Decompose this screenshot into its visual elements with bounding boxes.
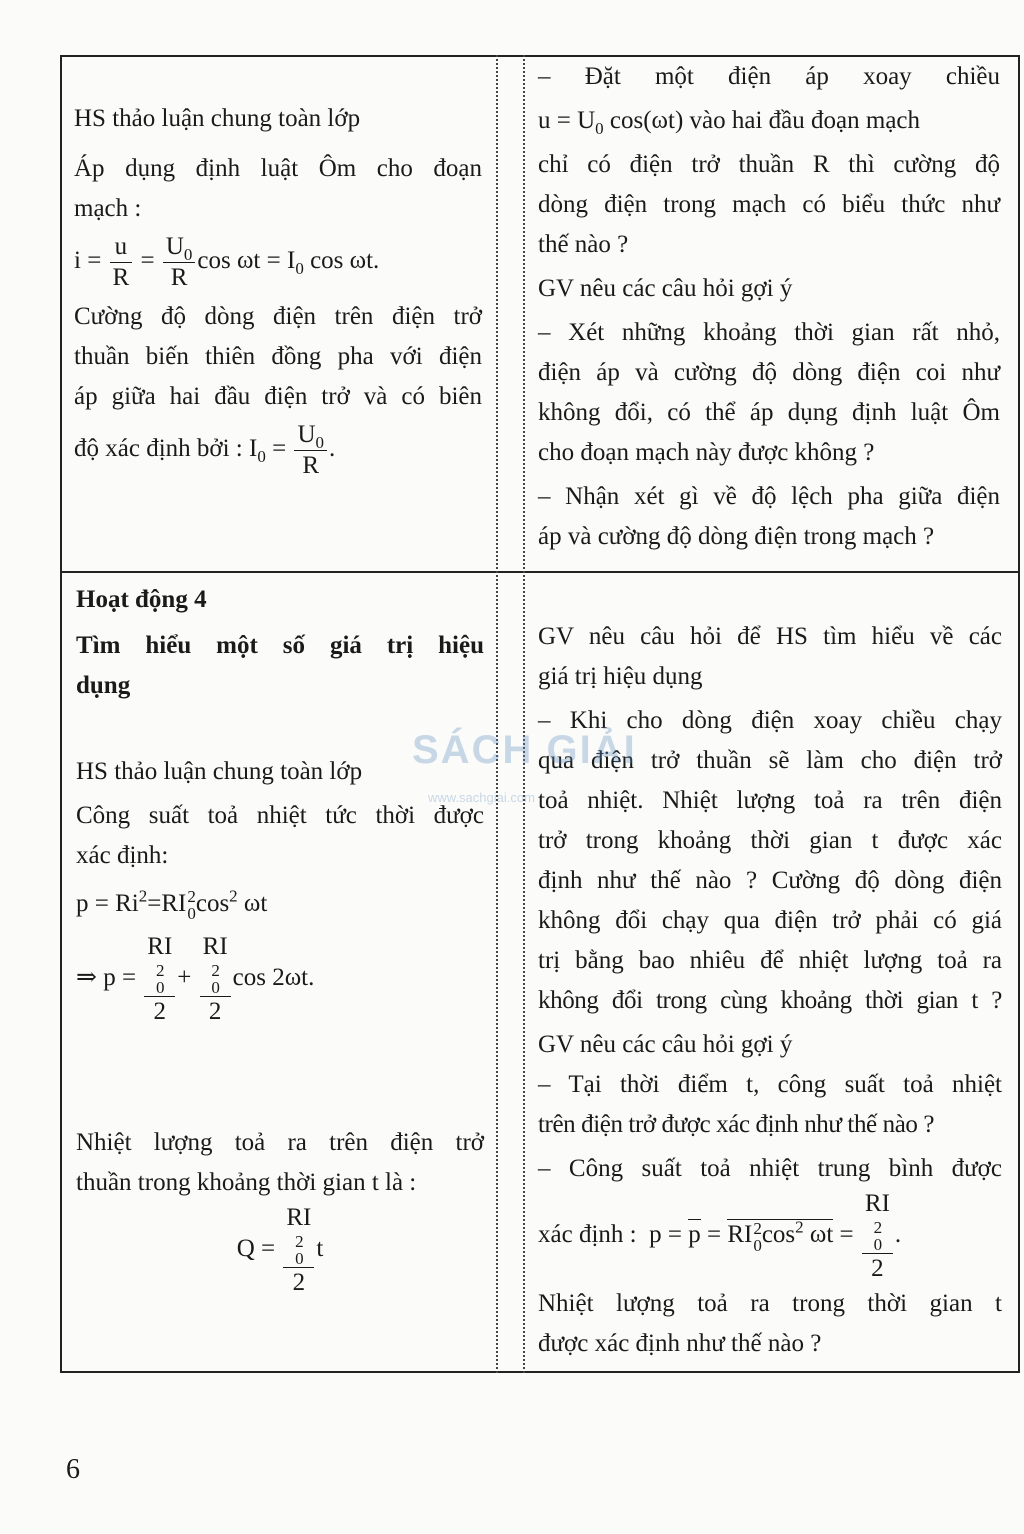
text-line: – Khi cho dòng điện xoay chiều chạy [538,707,1002,734]
text-line: thế nào ? [538,231,629,258]
amplitude-formula: độ xác định bởi : $I_0$ = $\frac{U_0}{R}$ . [74,420,336,479]
text-line: độ xác định bởi : [74,435,243,462]
fraction: $\frac{U_0}{R}$ [163,232,196,293]
activity-title: Tìm hiểu một số giá trị hiệu [76,632,484,659]
heat-formula: Q = RI 2 0 2 t [236,1204,324,1296]
watermark-url: www.sachgiai.com [428,790,535,805]
text-line: – Công suất toả nhiệt trung bình được [538,1155,1002,1182]
text-line: – Xét những khoảng thời gian rất nhỏ, [538,319,1000,346]
text-line: GV nêu các câu hỏi gợi ý [538,1031,793,1058]
text-line: giá trị hiệu dụng [538,663,703,690]
text-line: trị bằng bao nhiêu để nhiệt lượng toả ra [538,947,1002,974]
text-line: toả nhiệt. Nhiệt lượng toả ra trên điện [538,787,1002,814]
text-line: Nhiệt lượng toả ra trên điện trở [76,1129,484,1156]
fraction: RI 2 0 2 [862,1189,893,1284]
text-line: $u = U_0$ cos(ωt) vào hai đầu đoạn mạch [538,107,921,138]
row2-right-cell [538,617,1002,1364]
activity-heading: Hoạt động 4 [76,586,207,613]
text-line: – Đặt một điện áp xoay chiều [538,63,1000,90]
text-line: chỉ có điện trở thuần R thì cường độ [538,151,1000,178]
row1-right-cell [538,57,1000,557]
activity-title: dụng [76,672,131,699]
text-line: qua điện trở thuần sẽ làm cho điện trở [538,747,1002,774]
text-line: điện áp và cường độ dòng điện coi như [538,359,1000,386]
fraction: RI 2 0 2 [144,932,175,1027]
table-left-border [60,55,62,1373]
watermark-logo: SÁCH GIẢI [412,728,637,772]
column-divider-a [496,55,498,1373]
text-line: thuần trong khoảng thời gian t là : [76,1169,417,1196]
text-line: dòng điện trong mạch có biểu thức như [538,191,1000,218]
text-line: mạch : [74,195,142,222]
text-line: trở trong khoảng thời gian t được xác [538,827,1002,854]
fraction: RI 2 0 2 [283,1203,314,1298]
table-right-border [1018,55,1020,1373]
text-line: GV nêu câu hỏi để HS tìm hiểu về các [538,623,1002,650]
text-line: Công suất toả nhiệt tức thời được [76,802,484,829]
row1-left-cell [74,99,482,481]
page-number: 6 [66,1454,80,1485]
text-line: không đổi, có thể áp dụng định luật Ôm [538,399,1000,426]
fraction: $\frac{U_0}{R}$ [294,420,327,481]
text-line: định như thế nào ? Cường độ dòng điện [538,867,1002,894]
text-line: – Tại thời điểm t, công suất toả nhiệt [538,1071,1002,1098]
text-line: cho đoạn mạch này được không ? [538,439,875,466]
text-line: xác định: [76,842,169,869]
average-power-formula: xác định : p = p = RI 2 0 $\cos^2 \omega t$ = RI 2 0 2 . [538,1190,902,1282]
text-line: thuần biến thiên đồng pha với điện [74,343,482,370]
ohm-law-formula: i = $\frac{u}{R}$ = $\frac{U_0}{R}$ $\cos \omega t = I_0$ cos ωt. [74,232,380,291]
row-divider [60,571,1020,573]
text-line: Áp dụng định luật Ôm cho đoạn [74,155,482,182]
column-divider-b [523,55,525,1373]
text-line: trên điện trở được xác định như thế nào ? [538,1111,935,1138]
fraction: $\frac{u}{R}$ [110,232,133,293]
text-line: Nhiệt lượng toả ra trong thời gian t [538,1290,1002,1317]
text-line: áp và cường độ dòng điện trong mạch ? [538,523,935,550]
text-line: – Nhận xét gì về độ lệch pha giữa điện [538,483,1000,510]
power-expansion-formula: ⇒ p = RI 2 0 2 + RI 2 0 2 cos 2ωt. [76,933,315,1025]
text-line: GV nêu các câu hỏi gợi ý [538,275,793,302]
text-line: Cường độ dòng điện trên điện trở [74,303,482,330]
text-line: HS thảo luận chung toàn lớp [74,105,361,132]
instant-power-formula: $p = Ri^2=RI$ 2 0 $\cos^2 \omega t$ [76,886,268,924]
table-bottom-border [60,1371,1020,1373]
text-line: áp giữa hai đầu điện trở và có biên [74,383,482,410]
text-line: không đổi chạy qua điện trở phải có giá [538,907,1002,934]
fraction: RI 2 0 2 [200,932,231,1027]
row2-left-cell [76,580,484,1298]
text-line: HS thảo luận chung toàn lớp [76,758,363,785]
text-line: được xác định như thế nào ? [538,1330,822,1357]
lesson-table [60,55,1020,1373]
text-line: không đổi trong cùng khoảng thời gian t ? [538,987,1002,1014]
